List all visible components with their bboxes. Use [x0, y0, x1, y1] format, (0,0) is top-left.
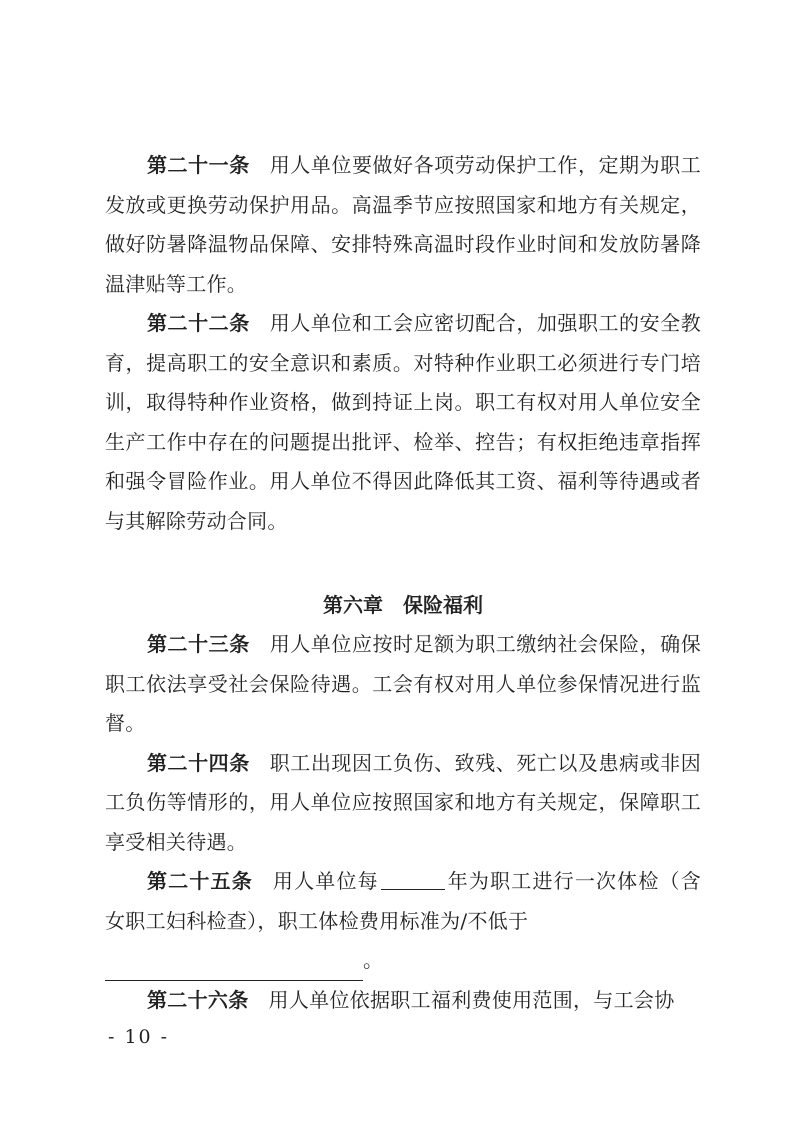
article-text: 用人单位应按时足额为职工缴纳社会保险，确保职工依法享受社会保险待遇。工会有权对用人单位参保情况进行监督。 — [105, 632, 701, 735]
article-22 — [105, 304, 701, 541]
article-text: 职工出现因工负伤、致残、死亡以及患病或非因工负伤等情形的，用人单位应按照国家和地方有关规定，保障职工享受相关待遇。 — [105, 750, 701, 854]
article-label: 第二十五条 — [147, 869, 253, 893]
fill-in-blank-fee[interactable] — [105, 950, 363, 981]
article-text: 用人单位和工会应密切配合，加强职工的安全教育，提高职工的安全意识和素质。对特种作业职工必须进行专门培训，取得特种作业资格，做到持证上岗。职工有权对用人单位安全生产工作中存在的问题提出批评、检举、控告；有权拒绝违章指挥和强令冒险作业。用人单位不得因此降低其工资、福利等待遇或者与其解除劳动合同。 — [105, 311, 701, 533]
article-text-b: 年为职工进行一次体检（含女职工妇科检查），职工体检费用标准为/不低于 — [105, 869, 702, 933]
chapter-number: 第六章 — [323, 593, 383, 617]
article-label: 第二十四条 — [147, 750, 250, 775]
document-body — [105, 146, 701, 1020]
article-text-a: 用人单位每 — [272, 869, 379, 893]
article-label: 第二十二条 — [147, 311, 250, 335]
article-text-c: 。 — [363, 948, 384, 972]
article-label: 第二十一条 — [147, 153, 250, 177]
chapter-title: 保险福利 — [403, 593, 483, 617]
article-26 — [105, 981, 701, 1021]
fill-in-blank-years[interactable] — [381, 871, 445, 890]
article-label: 第二十六条 — [147, 987, 249, 1012]
article-24 — [105, 744, 701, 863]
page-number: - 10 - — [108, 1026, 170, 1048]
article-label: 第二十三条 — [147, 632, 250, 656]
article-23 — [105, 625, 701, 744]
article-text: 用人单位要做好各项劳动保护工作，定期为职工发放或更换劳动保护用品。高温季节应按照国家和地方有关规定，做好防暑降温物品保障、安排特殊高温时段作业时间和发放防暑降温津贴等工作。 — [105, 153, 701, 296]
article-25 — [105, 862, 701, 981]
chapter-heading — [105, 585, 701, 625]
article-text: 用人单位依据职工福利费使用范围，与工会协 — [268, 987, 675, 1012]
article-21 — [105, 146, 701, 304]
